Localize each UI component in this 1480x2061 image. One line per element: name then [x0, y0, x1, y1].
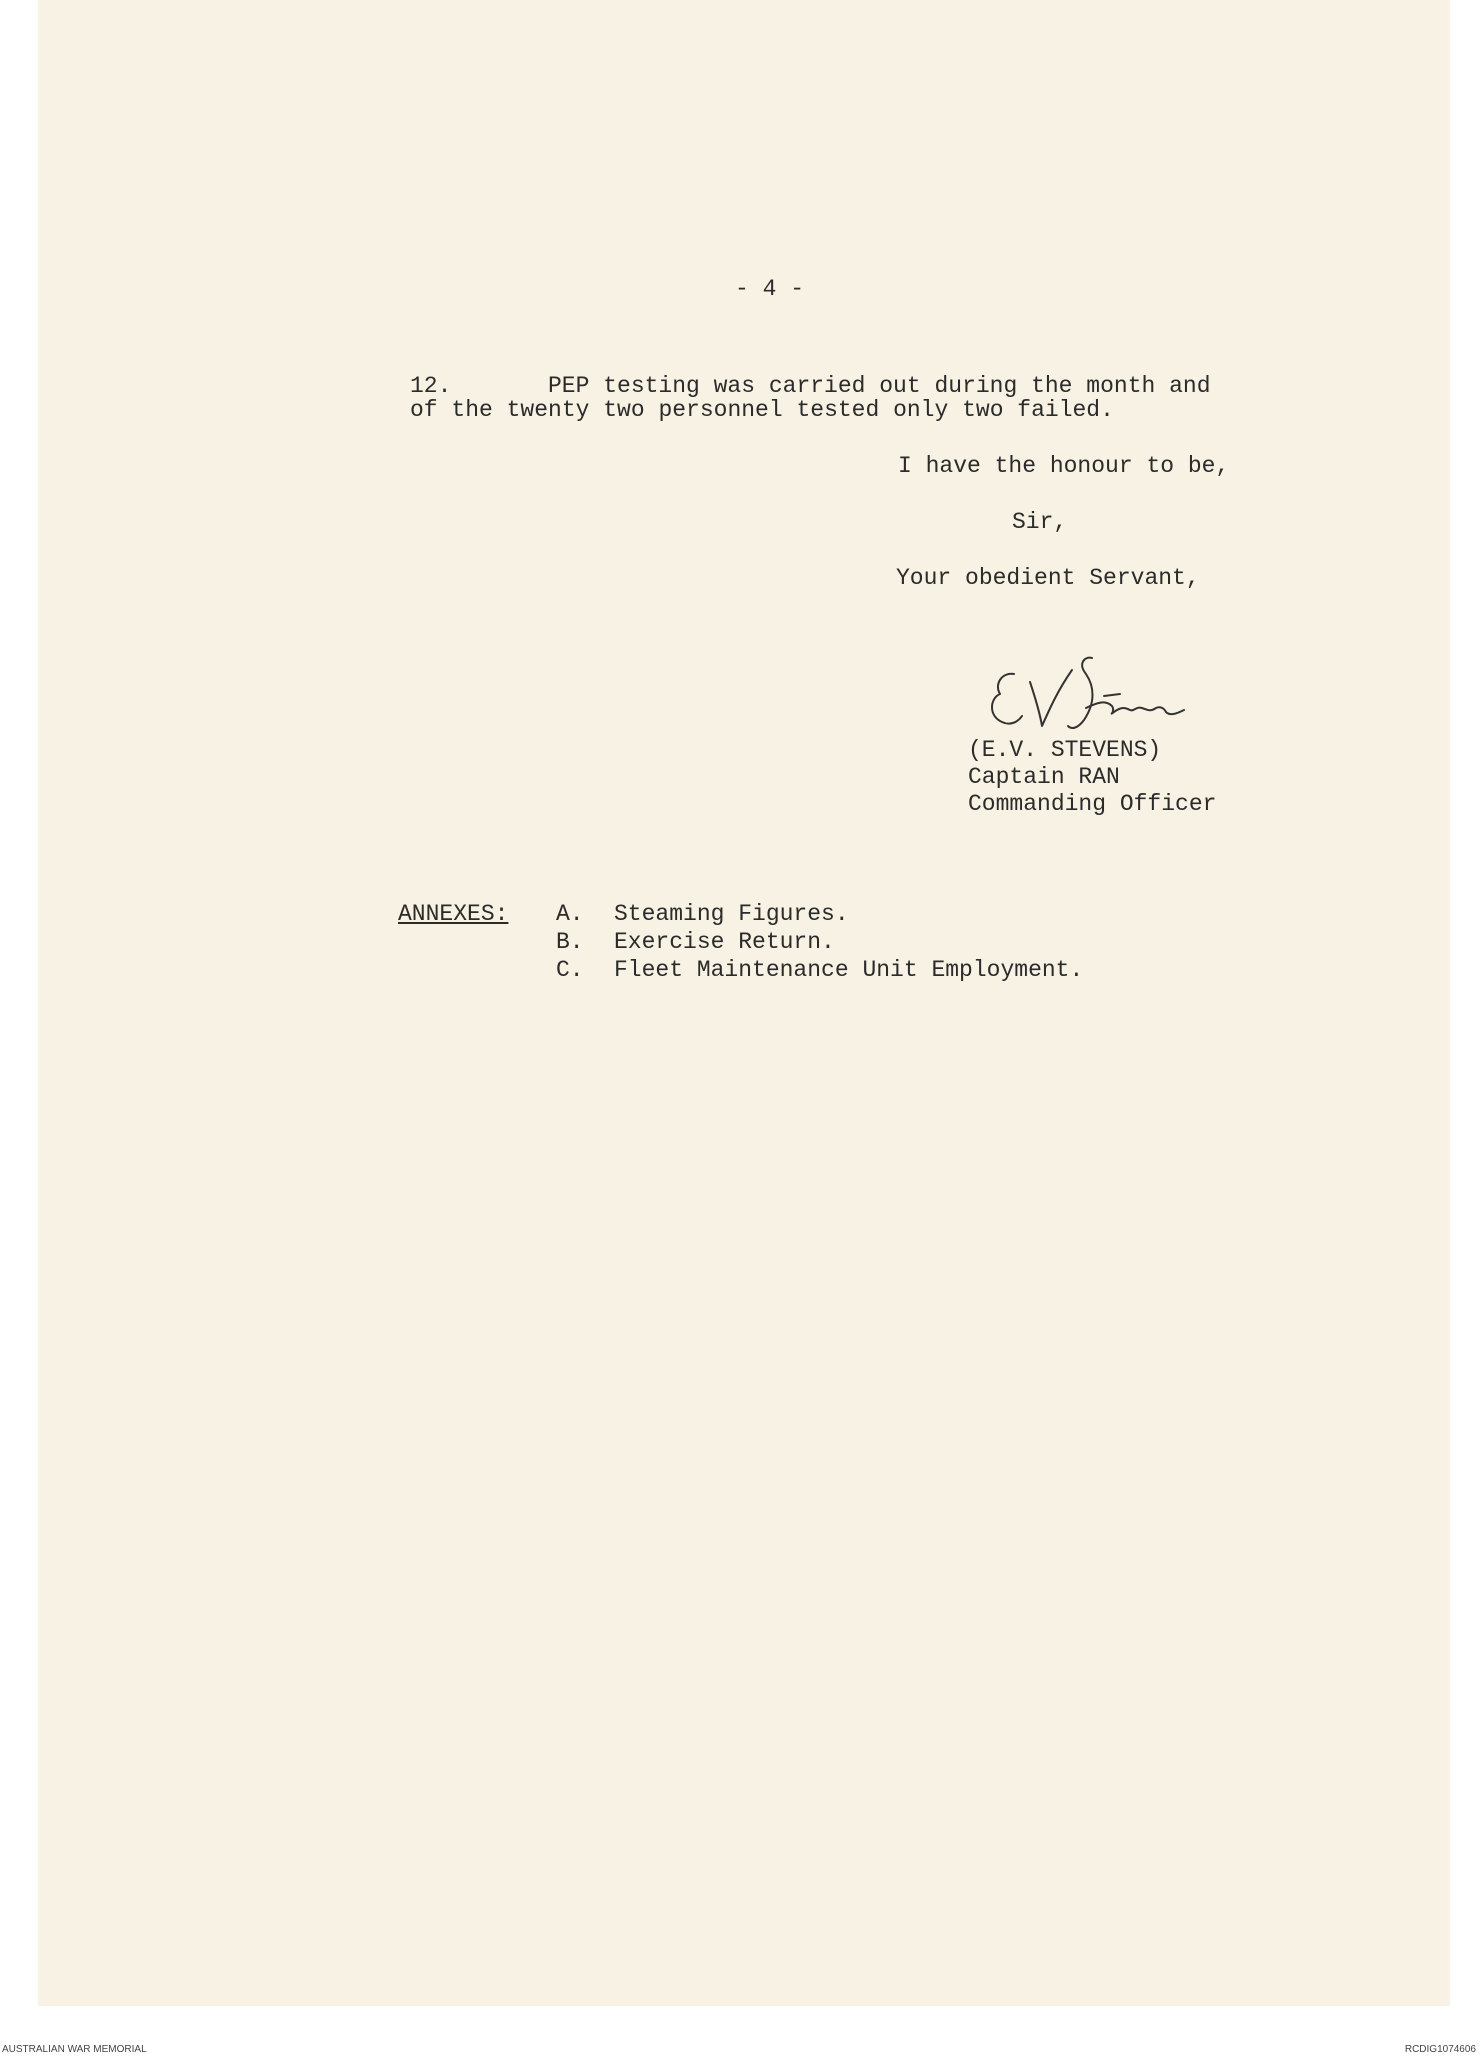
annexes-heading: ANNEXES:	[398, 901, 509, 927]
annex-letter: C.	[556, 957, 584, 983]
archive-footer-right: RCDIG1074606	[1404, 2044, 1476, 2055]
signatory-appointment: Commanding Officer	[968, 791, 1217, 817]
annex-title: Steaming Figures.	[614, 901, 849, 927]
annex-title: Fleet Maintenance Unit Employment.	[614, 957, 1084, 983]
closing-line-3: Your obedient Servant,	[896, 565, 1200, 591]
annex-title: Exercise Return.	[614, 929, 835, 955]
annex-letter: B.	[556, 929, 584, 955]
handwritten-signature	[980, 650, 1200, 745]
closing-salutation: Sir,	[1012, 509, 1068, 535]
paragraph-line-1: PEP testing was carried out during the month and	[548, 373, 1211, 399]
page-number: - 4 -	[735, 276, 805, 302]
signatory-rank: Captain RAN	[968, 764, 1120, 790]
archive-footer-left: AUSTRALIAN WAR MEMORIAL	[2, 2044, 147, 2055]
paragraph-number: 12.	[410, 373, 452, 399]
annex-letter: A.	[556, 901, 584, 927]
paragraph-line-2: of the twenty two personnel tested only two failed.	[410, 397, 1114, 423]
signatory-name: (E.V. STEVENS)	[968, 737, 1162, 763]
closing-line-1: I have the honour to be,	[898, 453, 1230, 479]
